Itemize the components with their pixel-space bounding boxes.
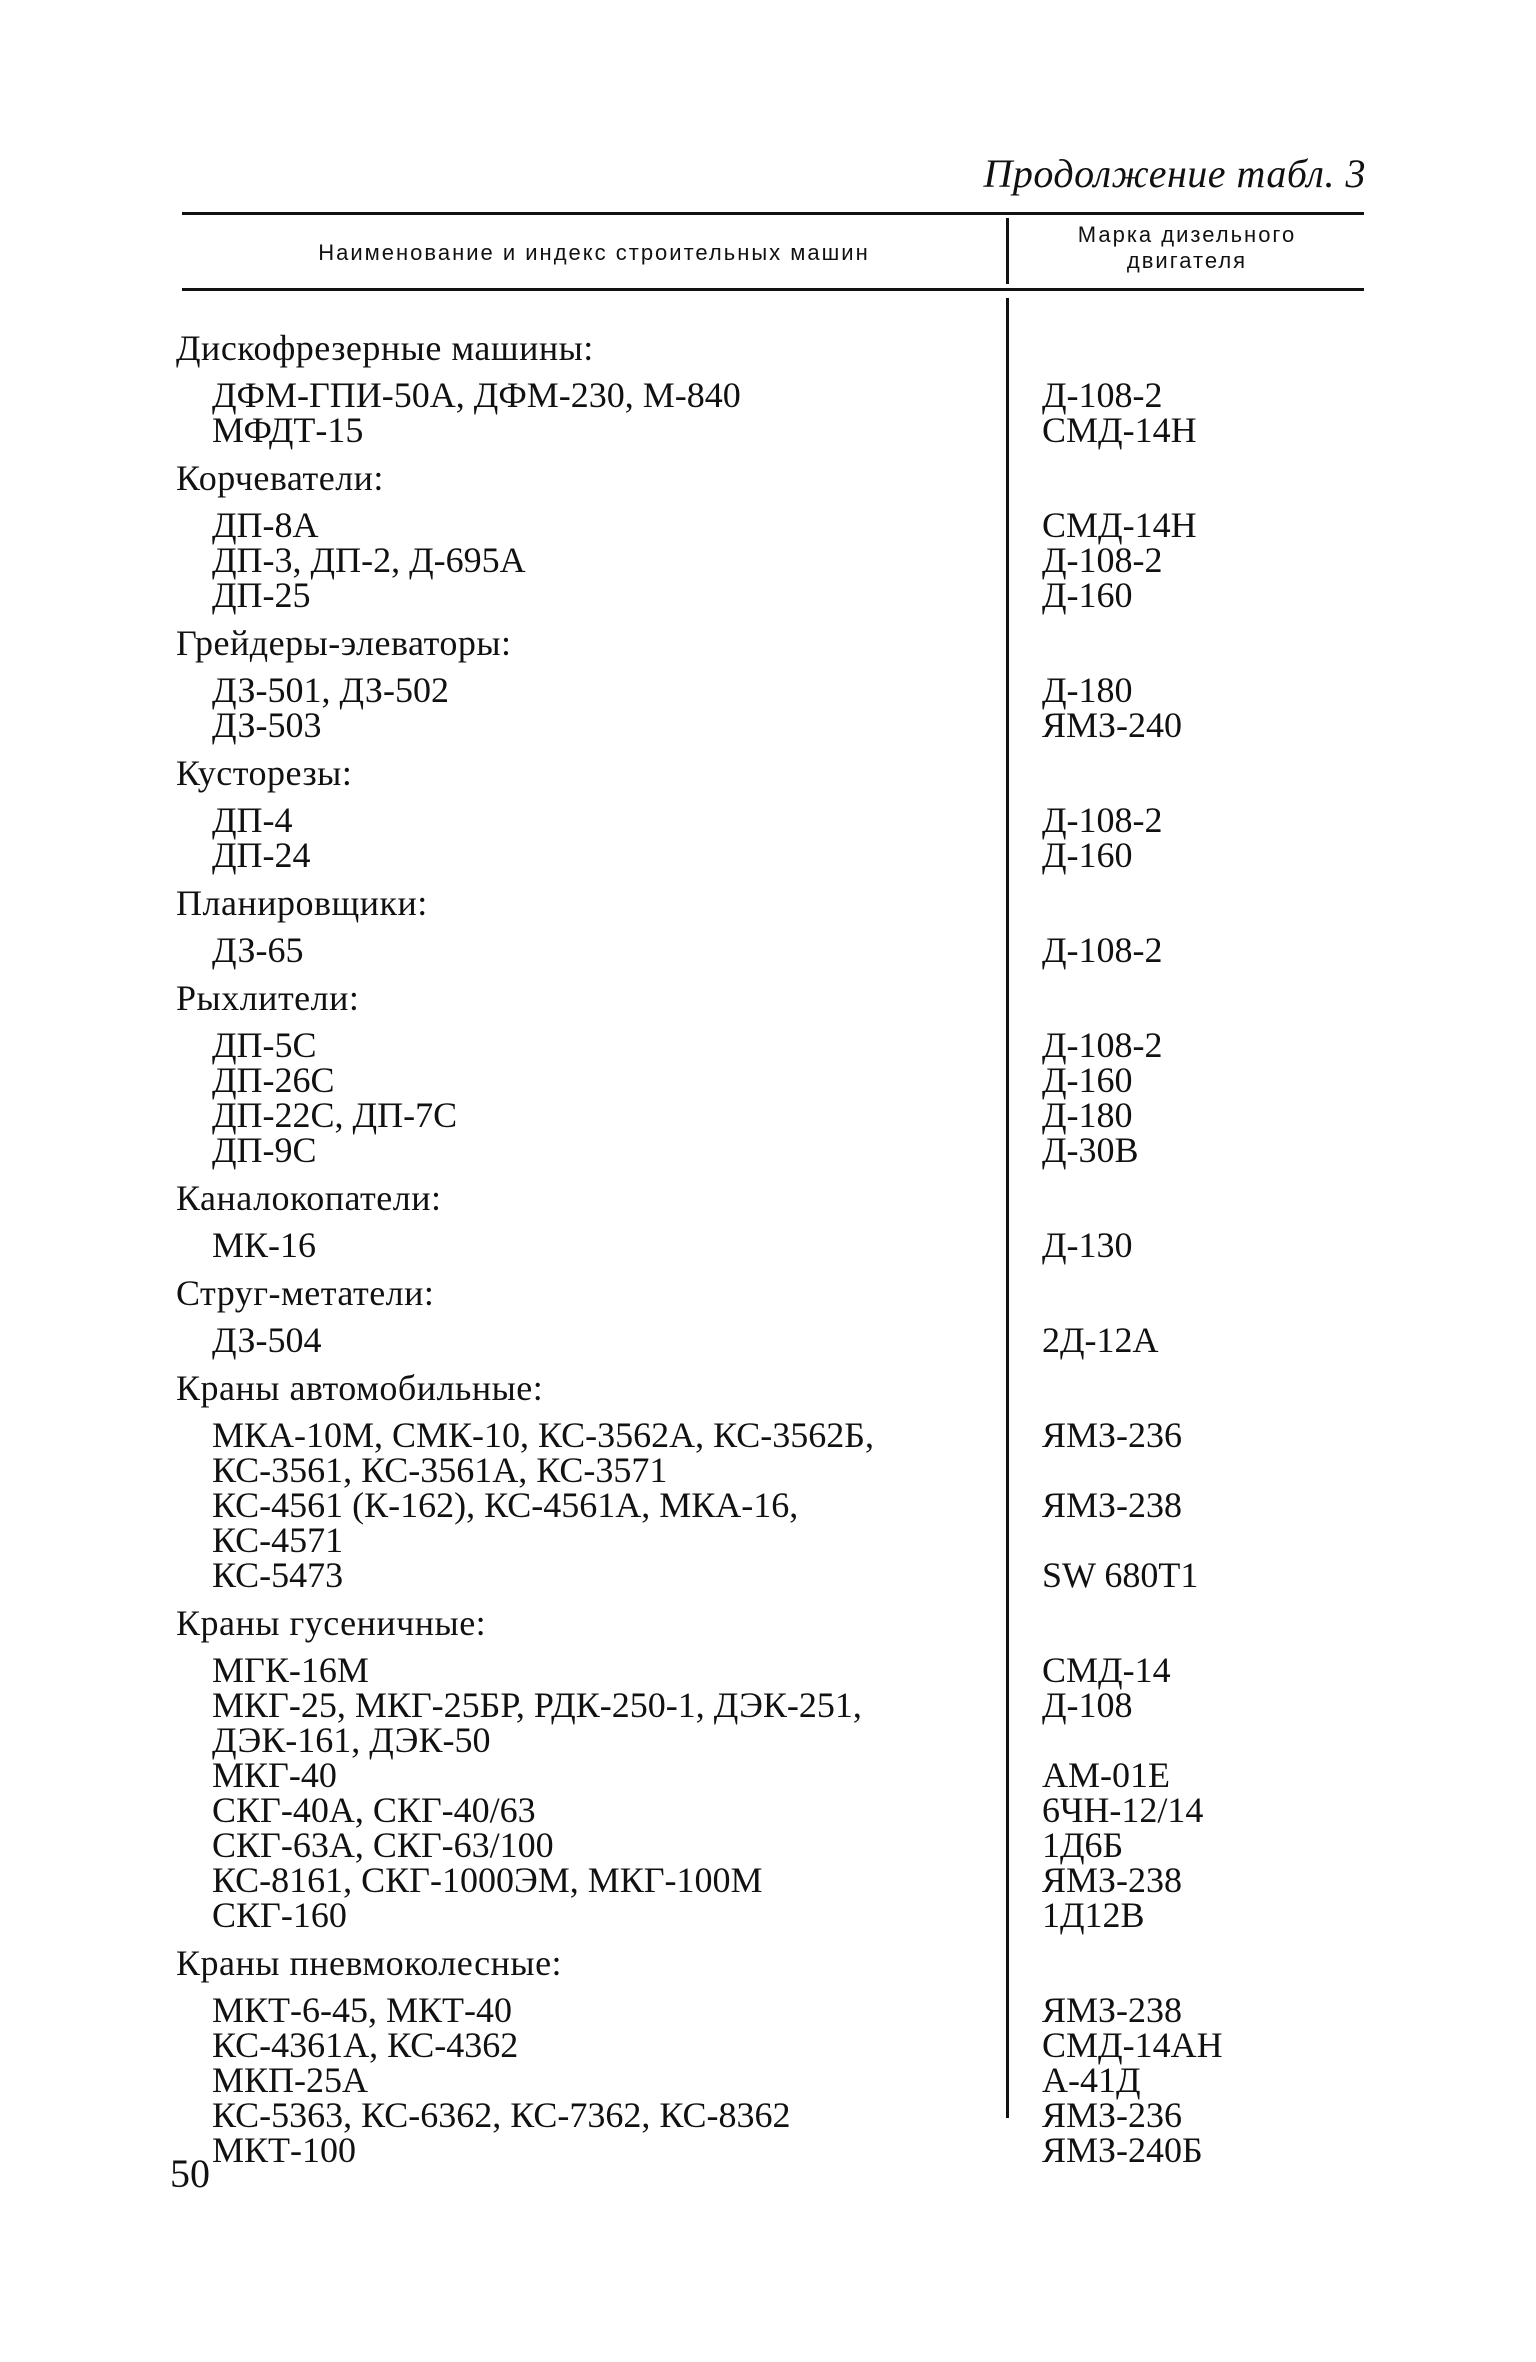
- engine-model: ЯМЗ-236: [1042, 1415, 1183, 1455]
- group-spacer: [176, 873, 1376, 881]
- engine-model: Д-108-2: [1042, 540, 1163, 580]
- machine-index: ДЗ-504: [212, 1320, 322, 1360]
- table-row: [176, 1485, 1376, 1525]
- engine-model: Д-130: [1042, 1225, 1133, 1265]
- machine-index: КС-4361А, КС-4362: [212, 2025, 519, 2065]
- engine-model: АМ-01Е: [1042, 1755, 1170, 1795]
- machine-index: ДП-5С: [212, 1025, 317, 1065]
- group-category: Кусторезы:: [176, 753, 353, 793]
- engine-model: Д-108-2: [1042, 1025, 1163, 1065]
- machine-index: ДП-25: [212, 575, 311, 615]
- engine-model: Д-180: [1042, 1095, 1133, 1135]
- table-row: [176, 1650, 1376, 1690]
- group-category: Струг-метатели:: [176, 1273, 435, 1313]
- engine-model: 6ЧН-12/14: [1042, 1790, 1204, 1830]
- group-category: Каналокопатели:: [176, 1178, 442, 1218]
- machine-index: ДП-24: [212, 835, 311, 875]
- engine-model: Д-108-2: [1042, 800, 1163, 840]
- group-category: Краны пневмоколесные:: [176, 1943, 563, 1983]
- table-row: [176, 1225, 1376, 1265]
- machine-index: МКТ-100: [212, 2130, 356, 2170]
- group-spacer: [176, 613, 1376, 621]
- engine-model: СМД-14Н: [1042, 410, 1197, 450]
- machine-group: [176, 883, 1376, 976]
- engine-model: ЯМЗ-240Б: [1042, 2130, 1203, 2170]
- page-number: 50: [170, 2151, 210, 2196]
- machine-index: МК-16: [212, 1225, 317, 1265]
- table-row: [176, 1685, 1376, 1725]
- table-row: [176, 2025, 1376, 2065]
- machine-index: МКТ-6-45, МКТ-40: [212, 1990, 512, 2030]
- table-row: [176, 1555, 1376, 1595]
- machine-index: ДЗ-65: [212, 930, 304, 970]
- table-row: [176, 1520, 1376, 1560]
- table-row: [176, 705, 1376, 745]
- machine-index: МКА-10М, СМК-10, КС-3562А, КС-3562Б,: [212, 1415, 874, 1455]
- machine-group: [176, 458, 1376, 621]
- engine-model: [996, 1723, 1042, 1758]
- engine-model: СМД-14: [1042, 1650, 1171, 1690]
- table-row: [176, 1825, 1376, 1865]
- table-row: [176, 1895, 1376, 1935]
- engine-model: Д-160: [1042, 1060, 1133, 1100]
- machine-index: КС-5363, КС-6362, КС-7362, КС-8362: [212, 2095, 791, 2135]
- table-row: [176, 410, 1376, 450]
- machine-table-body: [176, 328, 1376, 2178]
- machine-index: ДП-26С: [212, 1060, 335, 1100]
- machine-group: [176, 328, 1376, 456]
- group-category: Краны автомобильные:: [176, 1368, 544, 1408]
- header-engine-line1: Марка дизельного: [1077, 222, 1297, 247]
- table-row: [176, 1060, 1376, 1100]
- header-engine-line2: двигателя: [1126, 248, 1248, 273]
- table-row: [176, 1450, 1376, 1490]
- engine-model: [996, 1453, 1042, 1488]
- table-row: [176, 1860, 1376, 1900]
- engine-model: [996, 1523, 1042, 1558]
- machine-index: ДП-9С: [212, 1130, 317, 1170]
- table-row: [176, 1095, 1376, 1135]
- engine-model: Д-160: [1042, 835, 1133, 875]
- engine-model: ЯМЗ-238: [1042, 1990, 1183, 2030]
- table-row: [176, 835, 1376, 875]
- table-row: [176, 670, 1376, 710]
- group-category: Дискофрезерные машины:: [176, 328, 594, 368]
- group-spacer: [176, 968, 1376, 976]
- table-row: [176, 1130, 1376, 1170]
- group-spacer: [176, 1168, 1376, 1176]
- machine-group: [176, 1943, 1376, 2176]
- machine-index: ДФМ-ГПИ-50А, ДФМ-230, М-840: [212, 375, 741, 415]
- engine-model: ЯМЗ-240: [1042, 705, 1183, 745]
- table-row: [176, 1755, 1376, 1795]
- table-row: [176, 375, 1376, 415]
- group-category: Корчеватели:: [176, 458, 384, 498]
- machine-index: СКГ-63А, СКГ-63/100: [212, 1825, 554, 1865]
- table-row: [176, 505, 1376, 545]
- table-row: [176, 1415, 1376, 1455]
- machine-group: [176, 1368, 1376, 1601]
- group-spacer: [176, 1358, 1376, 1366]
- engine-model: SW 680Т1: [1042, 1555, 1199, 1595]
- machine-index: ДП-22С, ДП-7С: [212, 1095, 458, 1135]
- engine-model: ЯМЗ-236: [1042, 2095, 1183, 2135]
- table-caption: Продолжение табл. 3: [983, 151, 1366, 196]
- table-row: [176, 1990, 1376, 2030]
- table-row: [176, 2060, 1376, 2100]
- table-top-rule: [182, 212, 1364, 215]
- machine-index: СКГ-40А, СКГ-40/63: [212, 1790, 536, 1830]
- machine-index: КС-4571: [212, 1520, 344, 1560]
- table-row: [176, 1790, 1376, 1830]
- engine-model: ЯМЗ-238: [1042, 1860, 1183, 1900]
- engine-model: СМД-14АН: [1042, 2025, 1223, 2065]
- machine-group: [176, 1603, 1376, 1941]
- engine-model: А-41Д: [1042, 2060, 1141, 2100]
- machine-group: [176, 623, 1376, 751]
- machine-index: СКГ-160: [212, 1895, 347, 1935]
- table-row: [176, 1720, 1376, 1760]
- table-row: [176, 540, 1376, 580]
- header-machine-name: Наименование и индекс строительных машин: [318, 240, 870, 265]
- group-spacer: [176, 743, 1376, 751]
- engine-model: 1Д6Б: [1042, 1825, 1124, 1865]
- machine-group: [176, 753, 1376, 881]
- engine-model: Д-30В: [1042, 1130, 1139, 1170]
- table-header-rule: [182, 288, 1364, 291]
- table-row: [176, 2095, 1376, 2135]
- engine-model: Д-160: [1042, 575, 1133, 615]
- engine-model: Д-108-2: [1042, 375, 1163, 415]
- machine-index: ДП-3, ДП-2, Д-695А: [212, 540, 526, 580]
- machine-index: КС-8161, СКГ-1000ЭМ, МКГ-100М: [212, 1860, 763, 1900]
- engine-model: 1Д12В: [1042, 1895, 1145, 1935]
- machine-index: ДП-8А: [212, 505, 319, 545]
- table-row: [176, 930, 1376, 970]
- machine-group: [176, 978, 1376, 1176]
- table-row: [176, 1025, 1376, 1065]
- machine-index: КС-5473: [212, 1555, 344, 1595]
- table-row: [176, 1320, 1376, 1360]
- group-spacer: [176, 1263, 1376, 1271]
- engine-model: 2Д-12А: [1042, 1320, 1159, 1360]
- table-row: [176, 575, 1376, 615]
- machine-index: МКГ-25, МКГ-25БР, РДК-250-1, ДЭК-251,: [212, 1685, 862, 1725]
- header-engine: [1010, 222, 1364, 274]
- table-row: [176, 2130, 1376, 2170]
- machine-index: КС-3561, КС-3561А, КС-3571: [212, 1450, 668, 1490]
- machine-index: ДЭК-161, ДЭК-50: [212, 1720, 491, 1760]
- machine-group: [176, 1178, 1376, 1271]
- machine-index: МКП-25А: [212, 2060, 369, 2100]
- group-category: Грейдеры-элеваторы:: [176, 623, 512, 663]
- machine-group: [176, 1273, 1376, 1366]
- machine-index: МГК-16М: [212, 1650, 369, 1690]
- machine-index: КС-4561 (К-162), КС-4561А, МКА-16,: [212, 1485, 799, 1525]
- machine-index: ДП-4: [212, 800, 293, 840]
- machine-index: МКГ-40: [212, 1755, 337, 1795]
- table-row: [176, 800, 1376, 840]
- engine-model: СМД-14Н: [1042, 505, 1197, 545]
- header-column-divider: [1006, 218, 1009, 284]
- engine-model: Д-108: [1042, 1685, 1133, 1725]
- machine-index: ДЗ-501, ДЗ-502: [212, 670, 449, 710]
- engine-model: Д-108-2: [1042, 930, 1163, 970]
- group-category: Планировщики:: [176, 883, 428, 923]
- machine-index: ДЗ-503: [212, 705, 322, 745]
- engine-model: Д-180: [1042, 670, 1133, 710]
- group-spacer: [176, 1933, 1376, 1941]
- engine-model: ЯМЗ-238: [1042, 1485, 1183, 1525]
- group-category: Краны гусеничные:: [176, 1603, 487, 1643]
- machine-index: МФДТ-15: [212, 410, 364, 450]
- group-category: Рыхлители:: [176, 978, 360, 1018]
